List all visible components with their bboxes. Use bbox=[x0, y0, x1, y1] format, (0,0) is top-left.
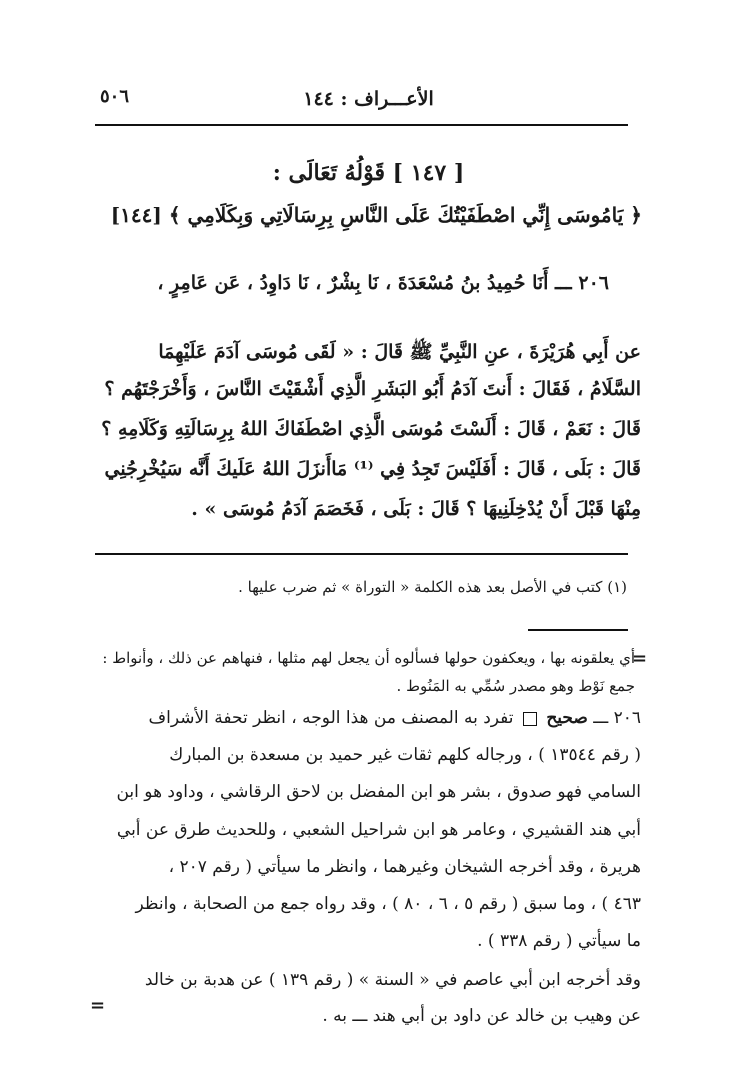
page-number: ٥٠٦ bbox=[100, 86, 130, 107]
footnote-text: (١) كتب في الأصل بعد هذه الكلمة « التوراة » ثم ضرب عليها . bbox=[238, 578, 627, 596]
commentary-line-5: هريرة ، وقد أخرجه الشيخان وغيرهما ، وانظر ما سيأتي ( رقم ٢٠٧ ، bbox=[168, 857, 641, 877]
commentary-number: ٢٠٦ ـــ bbox=[593, 708, 641, 728]
hadith-line-3: السَّلَامُ ، فَقَالَ : أَنتَ آدَمُ أَبُو البَشَرِ الَّذِي أَشْقَيْتَ النَّاسَ ، وَأَخْرَجْتَهُم ؟ bbox=[104, 378, 641, 400]
page-header-title: الأعـــراف : ١٤٤ bbox=[303, 88, 434, 110]
continuation-line-2: جمع نَوْط وهو مصدر سُمِّي به المَنُوط . bbox=[396, 677, 635, 695]
hadith-line-6: مِنْهَا قَبْلَ أَنْ يُدْخِلَنِيهَا ؟ قَالَ : بَلَى ، فَخَصَمَ آدَمُ مُوسَى » . bbox=[191, 498, 641, 520]
commentary-line-8: وقد أخرجه ابن أبي عاصم في « السنة » ( رقم ١٣٩ ) عن هدبة بن خالد bbox=[144, 970, 641, 990]
commentary-line-7: ما سيأتي ( رقم ٣٣٨ ) . bbox=[477, 931, 641, 951]
commentary-line-2: ( رقم ١٣٥٤٤ ) ، ورجاله كلهم ثقات غير حميد بن مسعدة بن المبارك bbox=[169, 745, 641, 765]
commentary-line-4: أبي هند القشيري ، وعامر هو ابن شراحيل الشعبي ، وللحديث طرق عن أبي bbox=[116, 820, 641, 840]
hadith-end-rule bbox=[95, 553, 628, 555]
header-rule bbox=[95, 124, 628, 126]
verse-heading: [ ١٤٧ ] قَوْلُهُ تَعَالَى : bbox=[272, 160, 465, 186]
hadith-line-1: ٢٠٦ ـــ أَنَا حُمِيدُ بنُ مُسْعَدَةَ ، نَا بِشْرٌ ، نَا دَاوِدُ ، عَن عَامِرٍ ، bbox=[157, 272, 609, 294]
continuation-line-1: أي يعلقونه بها ، ويعكفون حولها فسألوه أن يجعل لهم مثلها ، فنهاهم عن ذلك ، وأنواط : bbox=[102, 649, 635, 667]
commentary-line-6: ٤٦٣ ) ، وما سبق ( رقم ٥ ، ٦ ، ٨٠ ) ، وقد رواه جمع من الصحابة ، وانظر bbox=[135, 894, 641, 914]
hadith-line-4: قَالَ : نَعَمْ ، قَالَ : أَلَسْتَ مُوسَى الَّذِي اصْطَفَاكَ اللهُ بِرِسَالَتِهِ وَكَلَامِهِ ؟ bbox=[101, 418, 641, 440]
commentary-line-1-rest: تفرد به المصنف من هذا الوجه ، انظر تحفة الأشراف bbox=[148, 708, 514, 728]
continuation-marker: = bbox=[632, 648, 648, 669]
commentary-line-1 bbox=[148, 708, 641, 728]
commentary-line-3: السامي فهو صدوق ، بشر هو ابن المفضل بن لاحق الرقاشي ، وداود هو ابن bbox=[116, 782, 641, 802]
commentary-end-marker: = bbox=[90, 995, 106, 1016]
verse-text: ﴿ يَامُوسَى إِنِّي اصْطَفَيْتُكَ عَلَى النَّاسِ بِرِسَالَاتِي وَبِكَلَامِي ﴾ [١٤٤] bbox=[110, 203, 642, 227]
commentary-line-9: عن وهيب بن خالد عن داود بن أبي هند ـــ به . bbox=[322, 1006, 641, 1026]
hadith-line-5: قَالَ : بَلَى ، قَالَ : أَفَلَيْسَ تَجِدُ فِي ⁽¹⁾ مَاأَنزَلَ اللهُ عَلَيكَ أَنَّه سَيُخْرِجُنِي bbox=[104, 458, 641, 480]
checkbox-icon bbox=[523, 712, 537, 726]
hadith-line-2: عن أَبِي هُرَيْرَةَ ، عنِ النَّبِيِّ ﷺ قَالَ : « لَقَى مُوسَى آدَمَ عَلَيْهِمَا bbox=[158, 341, 641, 363]
footnote-rule bbox=[528, 629, 628, 631]
grade-label: صحيح bbox=[546, 708, 588, 728]
